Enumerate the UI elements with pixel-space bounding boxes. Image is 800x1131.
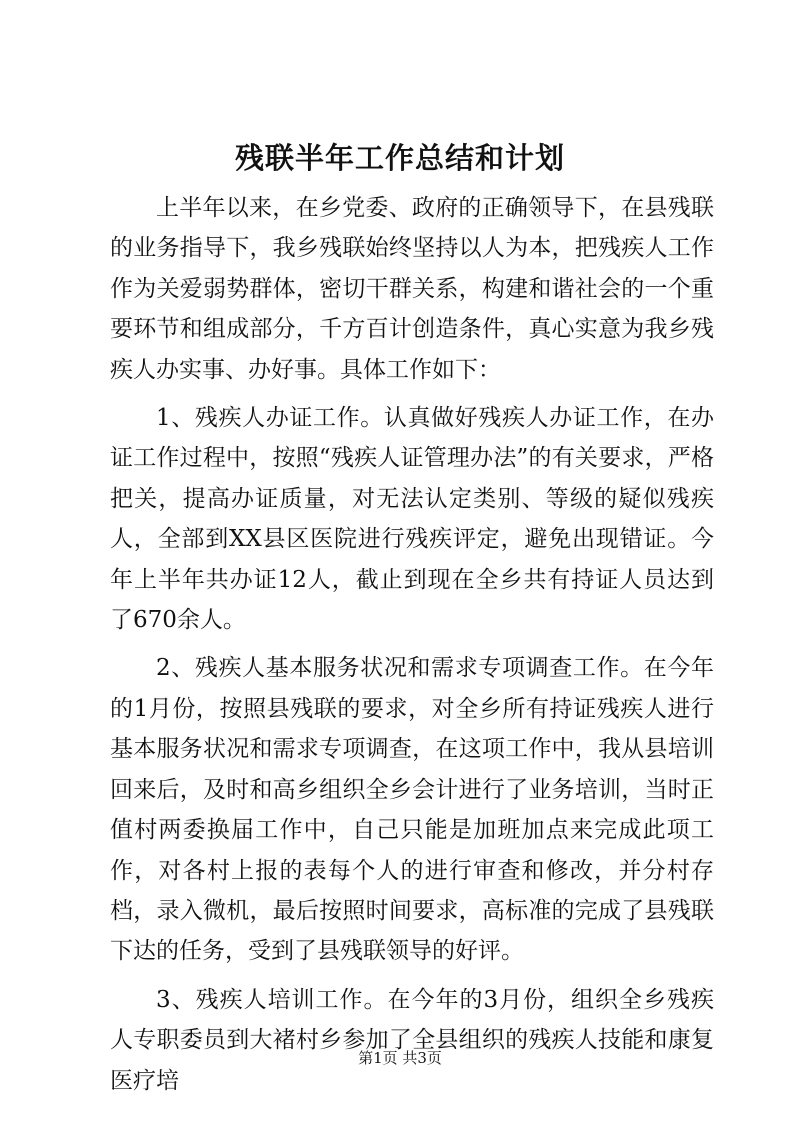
- paragraph-intro: 上半年以来，在乡党委、政府的正确领导下，在县残联的业务指导下，我乡残联始终坚持以人为本，把残疾人工作作为关爱弱势群体，密切干群关系，构建和谐社会的一个重要环节和组成部分，千方百计创造条件，真心实意为我乡残疾人办实事、办好事。具体工作如下：: [110, 195, 714, 383]
- paragraph-item-3: 3、残疾人培训工作。在今年的3月份，组织全乡残疾人专职委员到大褚村乡参加了全县组织的残疾人技能和康复医疗培: [110, 986, 714, 1094]
- paragraph-item-1: 1、残疾人办证工作。认真做好残疾人办证工作，在办证工作过程中，按照“残疾人证管理办法”的有关要求，严格把关，提高办证质量，对无法认定类别、等级的疑似残疾人，全部到XX县区医院进行残疾评定，避免出现错证。今年上半年共办证12人，截止到现在全乡共有持证人员达到了670余人。: [110, 405, 714, 634]
- document-title: 残联半年工作总结和计划: [234, 141, 565, 175]
- page-number-footer: 第1页 共3页: [358, 1049, 442, 1067]
- document-body: [110, 188, 714, 1109]
- paragraph-item-2: 2、残疾人基本服务状况和需求专项调查工作。在今年的1月份，按照县残联的要求，对全乡所有持证残疾人进行基本服务状况和需求专项调查，在这项工作中，我从县培训回来后，及时和高乡组织全乡会计进行了业务培训，当时正值村两委换届工作中，自己只能是加班加点来完成此项工作，对各村上报的表每个人的进行审查和修改，并分村存档，录入微机，最后按照时间要求，高标准的完成了县残联下达的任务，受到了县残联领导的好评。: [110, 655, 714, 965]
